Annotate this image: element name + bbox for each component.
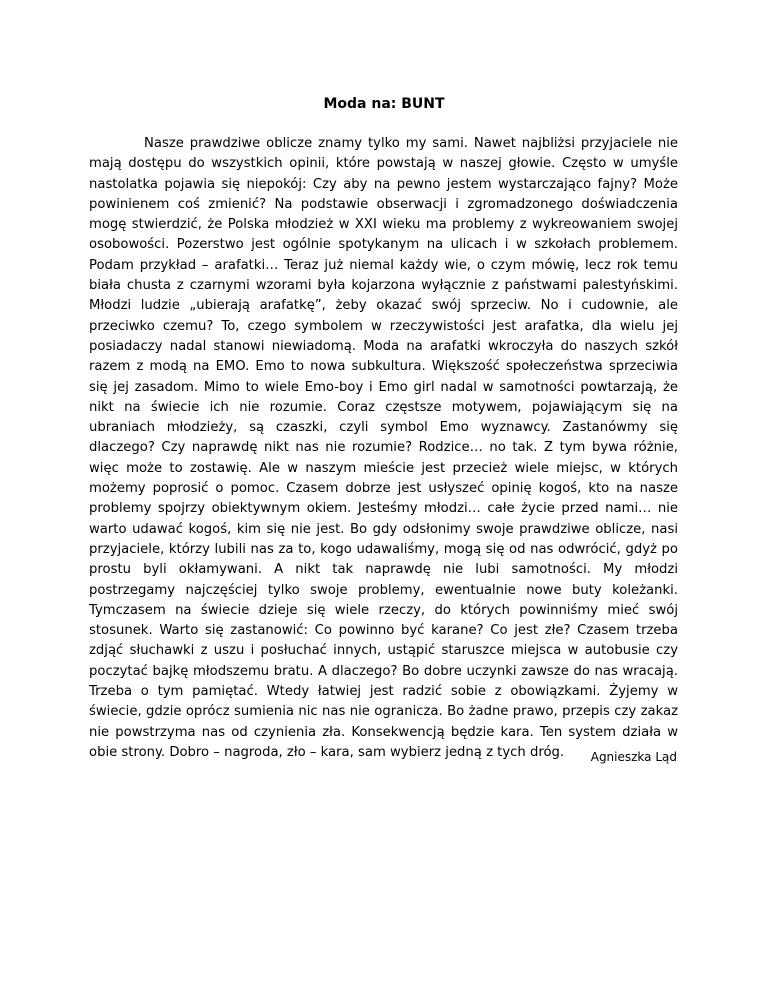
document-title: Moda na: BUNT [323, 96, 445, 112]
document-body: Nasze prawdziwe oblicze znamy tylko my sami. Nawet najbliżsi przyjaciele nie mają dostępu do wszystkich opinii, które powstają w naszej głowie. Często w umyśle nastolatka pojawia się niepokój: Czy aby na pewno jestem wystarczająco fajny? Może powinienem coś zmienić? Na podstawie obserwacji i zgromadzonego doświadczenia mogę stwierdzić, że Polska młodzież w XXI wieku ma problemy z wykreowaniem swojej osobowości. Pozerstwo jest ogólnie spotykanym na ulicach i w szkołach problemem. Podam przykład – arafatki… Teraz już niemal każdy wie, o czym mówię, lecz rok temu biała chusta z czarnymi wzorami była kojarzona wyłącznie z państwami palestyńskimi. Młodzi ludzie „ubierają arafatkę”, żeby okazać swój sprzeciw. No i cudownie, ale przeciwko czemu? To, czego symbolem w rzeczywistości jest arafatka, dla wielu jej posiadaczy nadal stanowi niewiadomą. Moda na arafatki wkroczyła do naszych szkół razem z modą na EMO. Emo to nowa subkultura. Większość społeczeństwa sprzeciwia się jej zasadom. Mimo to wiele Emo-boy i Emo girl nadal w samotności powtarzają, że nikt na świecie ich nie rozumie. Coraz częstsze motywem, pojawiającym się na ubraniach młodzieży, są czaszki, czyli symbol Emo wyznawcy. Zastanówmy się dlaczego? Czy naprawdę nikt nas nie rozumie? Rodzice… no tak. Z tym bywa różnie, więc może to zostawię. Ale w naszym mieście jest przecież wiele miejsc, w których możemy poprosić o pomoc. Czasem dobrze jest usłyszeć opinię kogoś, kto na nasze problemy spojrzy obiektywnym okiem. Jesteśmy młodzi… całe życie przed nami… nie warto udawać kogoś, kim się nie jest. Bo gdy odsłonimy swoje prawdziwe oblicze, nasi przyjaciele, którzy lubili nas za to, kogo udawaliśmy, mogą się od nas odwrócić, gdyż po prostu byli okłamywani. A nikt tak naprawdę nie lubi samotności. My młodzi postrzegamy najczęściej tylko swoje problemy, ewentualnie nowe buty koleżanki. Tymczasem na świecie dzieje się wiele rzeczy, do których powinniśmy mieć swój stosunek. Warto się zastanowić: Co powinno być karane? Co jest złe? Czasem trzeba zdjąć słuchawki z uszu i posłuchać innych, ustąpić staruszce miejsca w autobusie czy poczytać bajkę młodszemu bratu. A dlaczego? Bo dobre uczynki zawsze do nas wracają. Trzeba o tym pamiętać. Wtedy łatwiej jest radzić sobie z obowiązkami. Żyjemy w świecie, gdzie oprócz sumienia nic nas nie ogranicza. Bo żadne prawo, przepis czy zakaz nie powstrzyma nas od czynienia zła. Konsekwencją będzie kara. Ten system działa w obie strony. Dobro – nagroda, zło – kara, sam wybierz jedną z tych dróg. [89, 136, 678, 760]
document-author: Agnieszka Ląd [590, 750, 677, 764]
